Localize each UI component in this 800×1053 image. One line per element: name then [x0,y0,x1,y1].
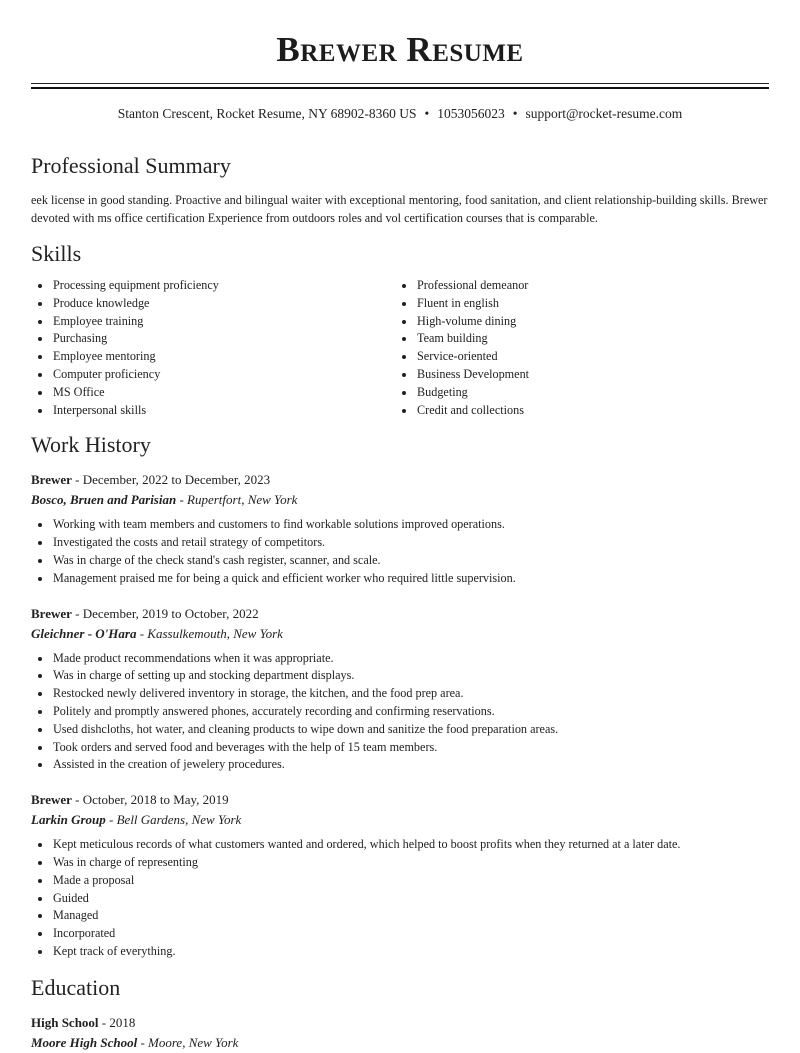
job-bullet: Was in charge of the check stand's cash register, scanner, and scale. [31,552,769,570]
job-title-line [31,790,769,810]
job-bullet: Working with team members and customers to find workable solutions improved operations. [31,516,769,534]
job-bullet: Used dishcloths, hot water, and cleaning products to wipe down and sanitize the food preparation areas. [31,721,769,739]
job-company-line [31,624,769,644]
job-bullet: Managed [31,907,769,925]
job-bullet: Restocked newly delivered inventory in storage, the kitchen, and the food prep area. [31,685,769,703]
summary-text: eek license in good standing. Proactive and bilingual waiter with exceptional mentoring, food sanitation, and client relationship-building skills. Brewer devoted with ms office certification Experience from outdoors roles and vol certification courses that is comparable. [31,193,768,225]
job-bullet: Incorporated [31,925,769,943]
skill-item: Budgeting [395,384,759,402]
skills-column-left [31,277,395,419]
contact-phone: 1053056023 [437,106,505,121]
skill-item: Employee training [31,313,395,331]
job-title: Brewer [31,605,72,621]
job-dates: - October, 2018 to May, 2019 [71,792,229,808]
job-entry [31,790,769,961]
skill-item: Interpersonal skills [31,402,395,420]
summary-heading: Professional Summary [31,153,231,178]
job-bullet: Kept track of everything. [31,943,769,961]
resume-page [31,0,769,1053]
job-title-line [31,470,769,490]
job-company-line [31,810,769,830]
skill-item: Credit and collections [395,402,759,420]
job-title-line [31,604,769,624]
job-bullet: Made product recommendations when it was appropriate. [31,650,769,668]
skills-list [31,277,769,419]
contact-line [31,105,769,123]
contact-address: Stanton Crescent, Rocket Resume, NY 68902-8360 US [117,106,417,121]
job-title: Brewer [31,792,72,808]
job-bullets [31,650,769,775]
school-location: - Moore, New York [137,1034,239,1050]
skill-item: Computer proficiency [31,366,395,384]
job-dates: - December, 2019 to October, 2022 [71,605,259,621]
job-location: - Kassulkemouth, New York [136,625,283,641]
school-line [31,1033,769,1053]
job-bullet: Assisted in the creation of jewelery procedures. [31,756,769,774]
skill-item: Team building [395,330,759,348]
resume-title: Brewer Resume [276,30,524,69]
job-entry [31,604,769,775]
skills-column-right [395,277,759,419]
job-bullet: Guided [31,890,769,908]
job-bullet: Investigated the costs and retail strategy of competitors. [31,534,769,552]
graduation-year: - 2018 [98,1014,136,1030]
job-dates: - December, 2022 to December, 2023 [71,472,271,488]
job-bullet: Was in charge of setting up and stocking department displays. [31,667,769,685]
skills-heading: Skills [31,241,82,266]
degree-line [31,1013,769,1033]
bullet-separator: • [512,106,518,121]
job-title: Brewer [31,472,72,488]
skill-item: MS Office [31,384,395,402]
skill-item: Fluent in english [395,295,759,313]
title-divider-thick [31,87,769,89]
skill-item: Produce knowledge [31,295,395,313]
contact-email: support@rocket-resume.com [525,106,683,121]
job-bullet: Management praised me for being a quick and efficient worker who required little supervision. [31,570,769,588]
skill-item: Professional demeanor [395,277,759,295]
job-bullet: Made a proposal [31,872,769,890]
job-company-line [31,490,769,510]
job-entry [31,470,769,587]
bullet-separator: • [424,106,430,121]
job-bullet: Politely and promptly answered phones, accurately recording and confirming reservations. [31,703,769,721]
job-bullet: Kept meticulous records of what customers wanted and ordered, which helped to boost profits when they returned at a later date. [31,836,769,854]
job-location: - Rupertfort, New York [176,492,298,508]
skill-item: Business Development [395,366,759,384]
work-history-heading: Work History [31,432,151,458]
degree: High School [31,1014,99,1030]
job-bullet: Took orders and served food and beverages with the help of 15 team members. [31,739,769,757]
skill-item: Employee mentoring [31,348,395,366]
title-divider-thin [31,83,769,84]
job-location: - Bell Gardens, New York [105,812,242,828]
job-bullets [31,836,769,961]
job-company: Larkin Group [31,812,106,828]
education-heading: Education [31,974,121,1000]
skill-item: High-volume dining [395,313,759,331]
job-bullet: Was in charge of representing [31,854,769,872]
skill-item: Processing equipment proficiency [31,277,395,295]
job-company: Gleichner - O'Hara [31,625,137,641]
education-entry [31,1013,769,1053]
skill-item: Service-oriented [395,348,759,366]
job-company: Bosco, Bruen and Parisian [31,492,177,508]
job-bullets [31,516,769,587]
school-name: Moore High School [31,1034,138,1050]
skill-item: Purchasing [31,330,395,348]
